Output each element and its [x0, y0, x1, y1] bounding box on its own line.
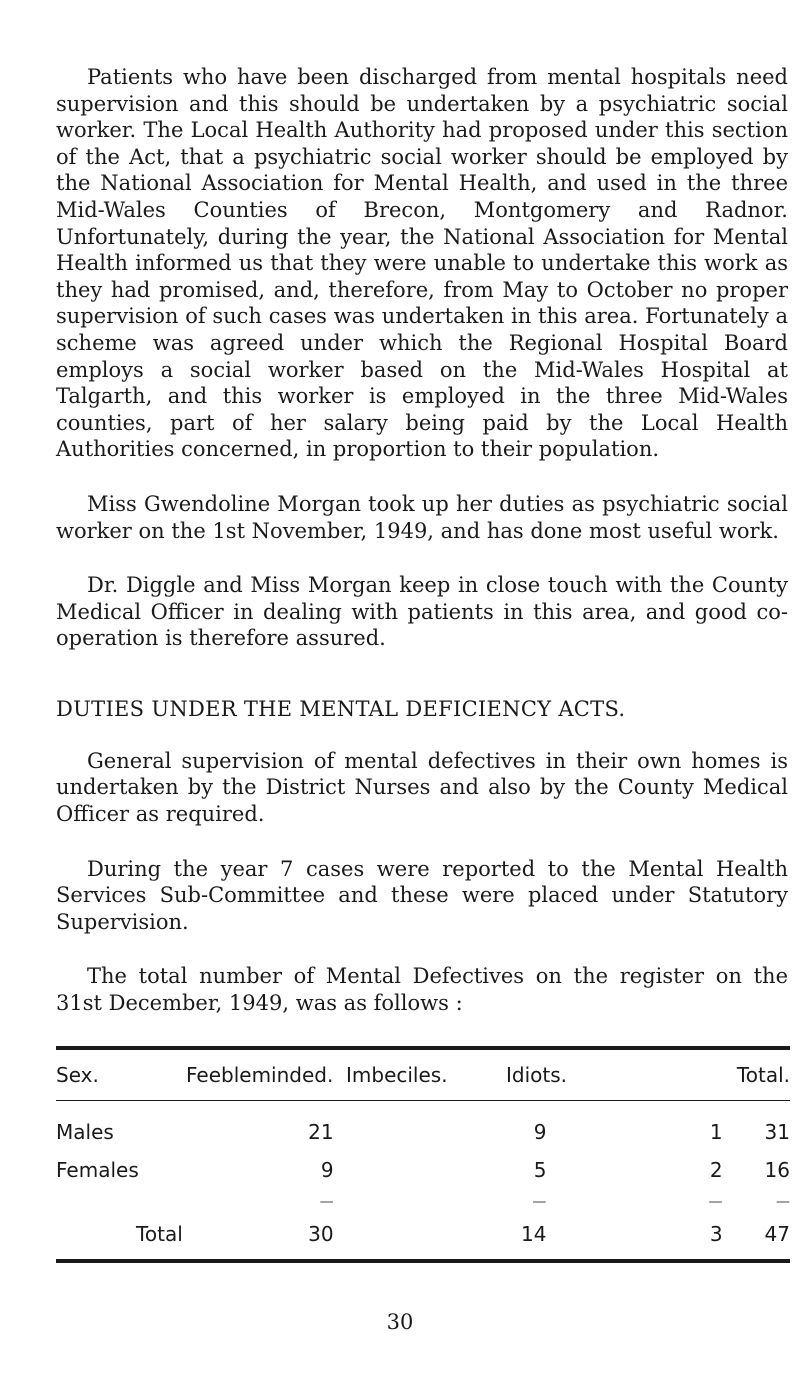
- cell-feebleminded: 9: [320, 1158, 334, 1182]
- cell-imbeciles: 5: [533, 1158, 547, 1182]
- paragraph-cooperation: Dr. Diggle and Miss Morgan keep in close touch with the County Medical Officer in dealing with patients in this area, and good co-operation is therefore assured.: [56, 573, 788, 651]
- cell-idiots: 2: [709, 1158, 723, 1182]
- cell-total-label: Total: [136, 1222, 183, 1246]
- header-feebleminded: Feebleminded.: [186, 1063, 334, 1087]
- section-heading: DUTIES UNDER THE MENTAL DEFICIENCY ACTS.: [56, 696, 626, 721]
- page-number: 30: [386, 1310, 414, 1334]
- cell-idiots: 1: [709, 1120, 723, 1144]
- cell-feebleminded: 21: [308, 1120, 334, 1144]
- dash-idiots: —: [708, 1194, 723, 1210]
- table-row: [56, 1151, 790, 1189]
- cell-grand-total: 47: [764, 1222, 790, 1246]
- cell-total: 16: [764, 1158, 790, 1182]
- paragraph-cases-reported: During the year 7 cases were reported to the Mental Health Services Sub-Committee and these were placed under Statutory Supervision.: [56, 856, 788, 934]
- cell-total-idiots: 3: [709, 1222, 723, 1246]
- paragraph-psychiatric-social-worker: Miss Gwendoline Morgan took up her duties as psychiatric social worker on the 1st November, 1949, and has done most useful work.: [56, 491, 788, 543]
- paragraph-aftercare-supervision: Patients who have been discharged from mental hospitals need supervision and this should be undertaken by a psychiatric social worker. The Local Health Authority had proposed under this section of the Act, that a psychiatric social worker should be employed by the National Association for Mental Health, and used in the three Mid-Wales Counties of Brecon, Montgomery and Radnor. Unfortunately, during the year, the National Association for Mental Health informed us that they were unable to undertake this work as they had promised, and, therefore, from May to October no proper supervision of such cases was undertaken in this area. Fortunately a scheme was agreed under which the Regional Hospital Board employs a social worker based on the Mid-Wales Hospital at Talgarth, and this worker is employed in the three Mid-Wales counties, part of her salary being paid by the Local Health Authorities concerned, in proportion to their population.: [56, 65, 788, 462]
- table-bottom-rule: [56, 1259, 790, 1263]
- header-total: Total.: [736, 1063, 790, 1087]
- paragraph-register-total: The total number of Mental Defectives on the register on the 31st December, 1949, was as follows :: [56, 964, 788, 1016]
- header-imbeciles: Imbeciles.: [346, 1063, 448, 1087]
- cell-total: 31: [764, 1120, 790, 1144]
- dash-imbeciles: —: [532, 1194, 547, 1210]
- cell-total-imbeciles: 14: [520, 1222, 547, 1246]
- cell-sex: Males: [56, 1120, 114, 1144]
- cell-sex: Females: [56, 1158, 139, 1182]
- dash-total: —: [776, 1194, 790, 1210]
- table-row: [56, 1113, 790, 1151]
- mental-defectives-table: [56, 1046, 790, 1263]
- table-total-row: [56, 1215, 790, 1253]
- header-idiots: Idiots.: [506, 1063, 568, 1087]
- cell-total-feebleminded: 30: [308, 1222, 334, 1246]
- table-dash-row: [56, 1189, 790, 1215]
- dash-feebleminded: —: [319, 1194, 334, 1210]
- table-header-row: [56, 1050, 790, 1100]
- header-sex: Sex.: [56, 1063, 99, 1087]
- paragraph-general-supervision: General supervision of mental defectives in their own homes is undertaken by the District Nurses and also by the County Medical Officer as required.: [56, 748, 788, 827]
- cell-imbeciles: 9: [533, 1120, 547, 1144]
- document-page: [56, 64, 788, 1017]
